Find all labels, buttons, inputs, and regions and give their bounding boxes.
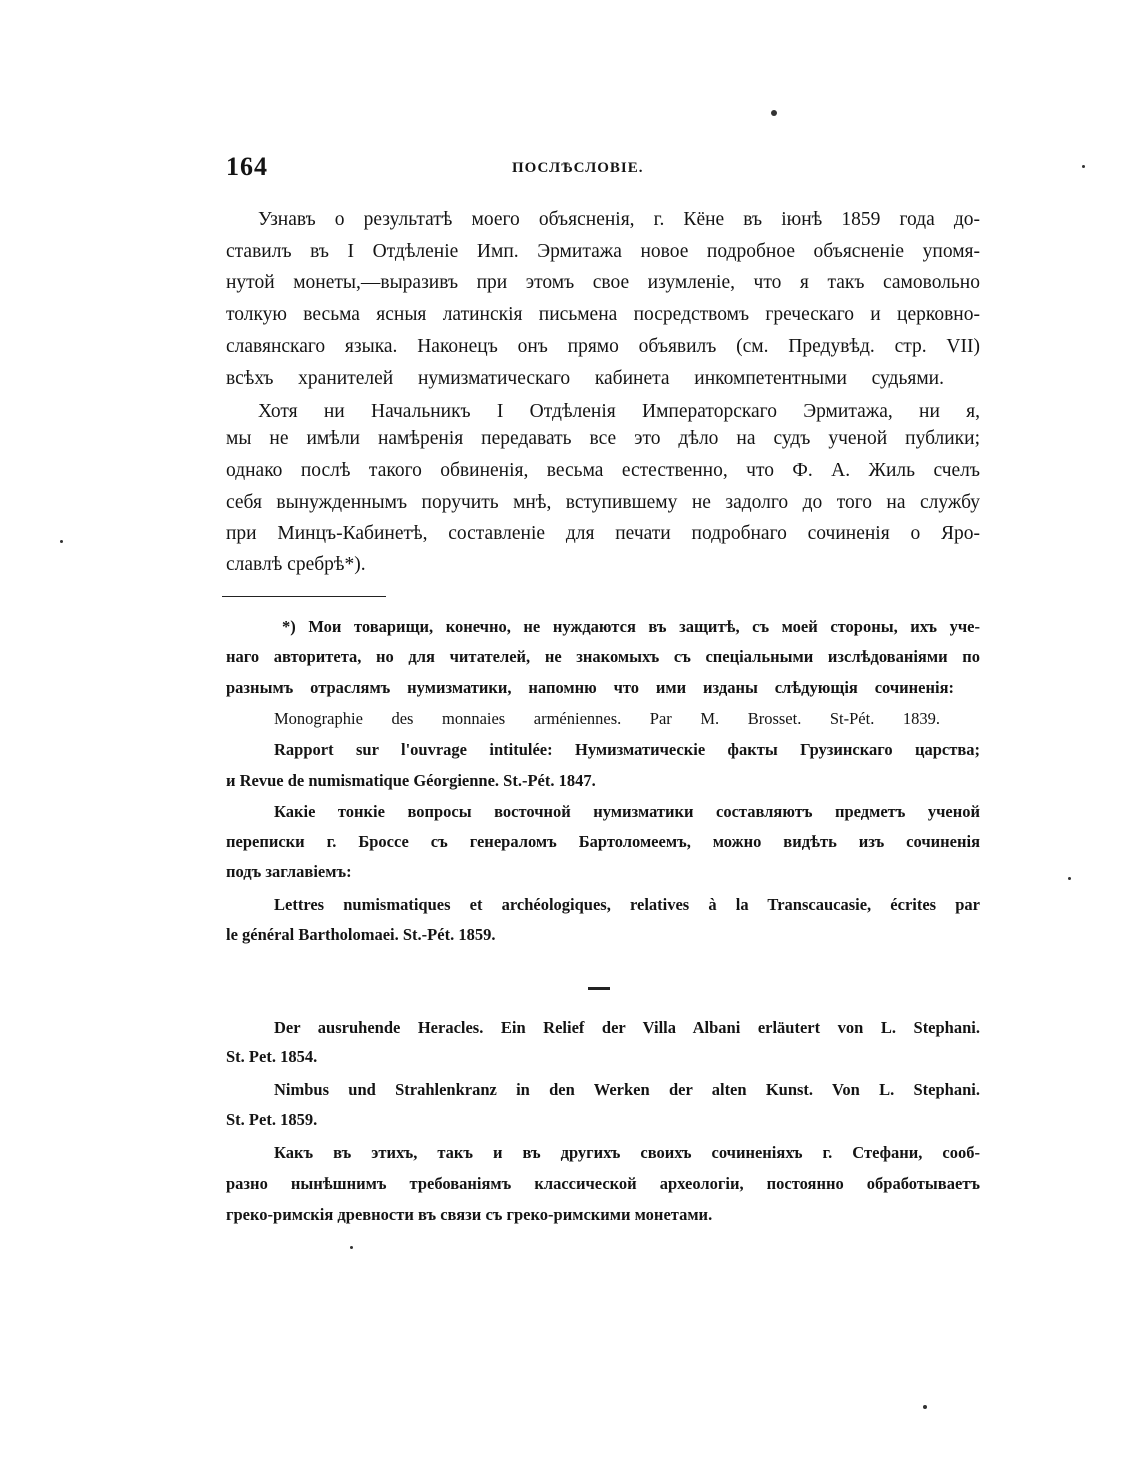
text-line: при Минцъ-Кабинетѣ, составленіе для печати подробнаго сочиненія о Яро- xyxy=(226,523,980,544)
text-line: St. Pet. 1854. xyxy=(226,1047,318,1066)
running-head: ПОСЛѢСЛОВІЕ. xyxy=(512,160,644,176)
footnote-line: и Revue de numismatique Géorgienne. St.-Pét. 1847. xyxy=(226,771,596,790)
footnote-line: Monographie des monnaies arméniennes. Par M. Brosset. St-Pét. 1839. xyxy=(274,709,940,728)
page-header xyxy=(226,152,982,188)
text-line: Узнавъ о результатѣ моего объясненія, г. Кёне въ іюнѣ 1859 года до- xyxy=(258,209,980,230)
footnote-line: подъ заглавіемъ: xyxy=(226,862,352,881)
footnote-line: Rapport sur l'ouvrage intitulée: Нумизматическіе факты Грузинскаго царства; xyxy=(274,740,980,759)
footnote-line: *) Мои товарищи, конечно, не нуждаются въ защитѣ, съ моей стороны, ихъ уче- xyxy=(282,617,980,636)
text-line: однако послѣ такого обвиненія, весьма естественно, что Ф. А. Жиль счелъ xyxy=(226,460,980,481)
footnote-line: le général Bartholomaei. St.-Pét. 1859. xyxy=(226,925,496,944)
scan-speck xyxy=(771,110,777,116)
text-line: славянскаго языка. Наконецъ онъ прямо объявилъ (см. Предувѣд. стр. VII) xyxy=(226,336,980,357)
footnote-line: переписки г. Броссе съ генераломъ Бартоломеемъ, можно видѣть изъ сочиненія xyxy=(226,832,980,851)
text-line: всѣхъ хранителей нумизматическаго кабинета инкомпетентными судьями. xyxy=(226,368,944,389)
text-line: славлѣ сребрѣ*). xyxy=(226,554,366,575)
text-line: Хотя ни Начальникъ I Отдѣленія Императорскаго Эрмитажа, ни я, xyxy=(258,401,980,422)
footnote-line: разнымъ отраслямъ нумизматики, напомню что ими изданы слѣдующія сочиненія: xyxy=(226,678,954,697)
page-number: 164 xyxy=(226,152,268,181)
text-line: Nimbus und Strahlenkranz in den Werken der alten Kunst. Von L. Stephani. xyxy=(274,1080,980,1099)
footnote-line: наго авторитета, но для читателей, не знакомыхъ съ спеціальными изслѣдованіями по xyxy=(226,647,980,666)
footnote-line: Lettres numismatiques et archéologiques, relatives à la Transcaucasie, écrites par xyxy=(274,895,980,914)
scan-speck xyxy=(60,540,63,543)
text-line: Der ausruhende Heracles. Ein Relief der Villa Albani erläutert von L. Stephani. xyxy=(274,1018,980,1037)
text-line: ставилъ въ I Отдѣленіе Имп. Эрмитажа новое подробное объясненіе упомя- xyxy=(226,241,980,262)
text-line: греко-римскія древности въ связи съ греко-римскими монетами. xyxy=(226,1205,713,1224)
footnote-line: Какіе тонкіе вопросы восточной нумизматики составляютъ предметъ ученой xyxy=(274,802,980,821)
footnote-rule xyxy=(222,596,386,597)
text-line: толкую весьма ясныя латинскія письмена посредствомъ греческаго и церковно- xyxy=(226,304,980,325)
text-line: нутой монеты,—выразивъ при этомъ свое изумленіе, что я такъ самовольно xyxy=(226,272,980,293)
scan-speck xyxy=(923,1405,927,1409)
scan-speck xyxy=(1082,165,1085,168)
text-line: St. Pet. 1859. xyxy=(226,1110,318,1129)
scan-speck xyxy=(1068,877,1071,880)
text-line: Какъ въ этихъ, такъ и въ другихъ своихъ сочиненіяхъ г. Стефани, сооб- xyxy=(274,1143,980,1162)
text-line: разно нынѣшнимъ требованіямъ классической археологіи, постоянно обработываетъ xyxy=(226,1174,980,1193)
scan-speck xyxy=(350,1246,353,1249)
section-dash xyxy=(588,987,610,990)
text-line: мы не имѣли намѣренія передавать все это дѣло на судъ ученой публики; xyxy=(226,428,980,449)
text-line: себя вынужденнымъ поручить мнѣ, вступившему не задолго до того на службу xyxy=(226,492,980,513)
